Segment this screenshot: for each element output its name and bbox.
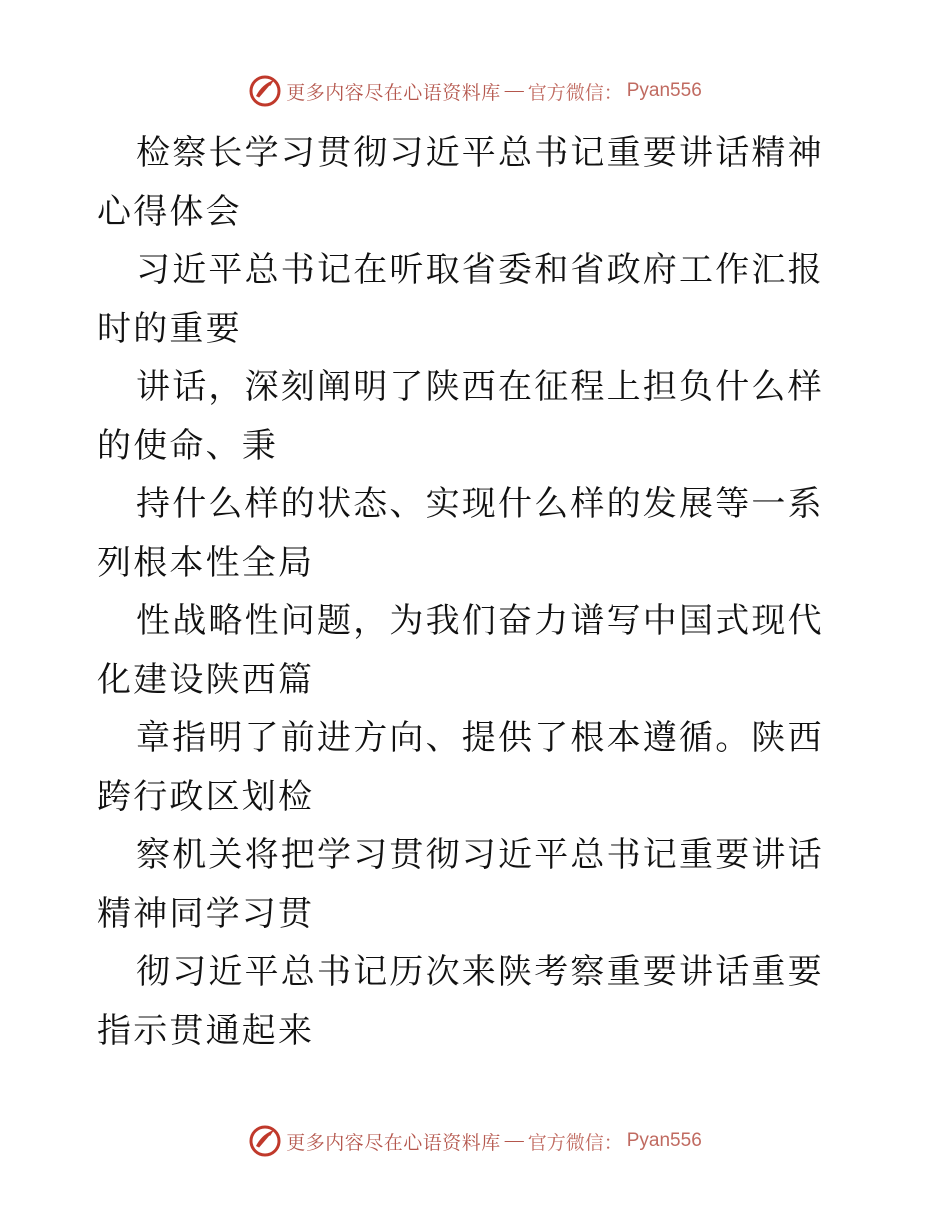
- paragraph: [97, 592, 857, 709]
- paragraph: [97, 358, 857, 475]
- paragraph-line: 习近平总书记在听取省委和省政府工作汇报时的: [97, 250, 824, 349]
- paragraph-line: 持什么样的状态、实现什么样的发展等一系列根: [97, 484, 824, 583]
- footer-banner-sub: 官方微信：: [527, 1132, 623, 1154]
- footer-banner-text: 更多内容尽在心语资料库: [286, 1132, 501, 1154]
- header-banner-sub: 官方微信：: [527, 82, 623, 104]
- paragraph: [97, 124, 857, 241]
- header-banner-text: 更多内容尽在心语资料库: [286, 82, 501, 104]
- quill-logo-icon: [248, 74, 282, 108]
- paragraph-line: 本性全局: [169, 542, 315, 583]
- header-banner: [0, 71, 950, 111]
- paragraph-line: 贯通起来: [169, 1010, 315, 1051]
- paragraph: [97, 709, 857, 826]
- paragraph: [97, 241, 857, 358]
- paragraph-line: 察机关将把学习贯彻习近平总书记重要讲话精神: [97, 835, 824, 934]
- paragraph-line: 章指明了前进方向、提供了根本遵循。陕西跨行: [97, 718, 824, 817]
- paragraph: [97, 943, 857, 1060]
- paragraph-line: 政区划检: [169, 776, 315, 817]
- paragraph-line: 体会: [169, 191, 242, 232]
- paragraph-line: 彻习近平总书记历次来陕考察重要讲话重要指示: [97, 952, 824, 1051]
- paragraph-line: 命、秉: [169, 425, 279, 466]
- paragraph-line: 同学习贯: [169, 893, 315, 934]
- paragraph: [97, 475, 857, 592]
- header-banner-dash: —: [504, 80, 524, 101]
- footer-banner-id: Pyan556: [626, 1130, 702, 1151]
- paragraph-line: 重要: [169, 308, 242, 349]
- paragraph-line: 设陕西篇: [169, 659, 315, 700]
- paragraph: [97, 826, 857, 943]
- paragraph-line: 检察长学习贯彻习近平总书记重要讲话精神心得: [97, 133, 824, 232]
- header-banner-id: Pyan556: [626, 80, 702, 101]
- paragraph-line: 性战略性问题，为我们奋力谱写中国式现代化建: [97, 601, 824, 700]
- footer-banner: [0, 1121, 950, 1161]
- paragraph-line: 讲话，深刻阐明了陕西在征程上担负什么样的使: [97, 367, 824, 466]
- footer-banner-dash: —: [504, 1130, 524, 1151]
- document-body: [97, 124, 857, 1060]
- quill-logo-icon: [248, 1124, 282, 1158]
